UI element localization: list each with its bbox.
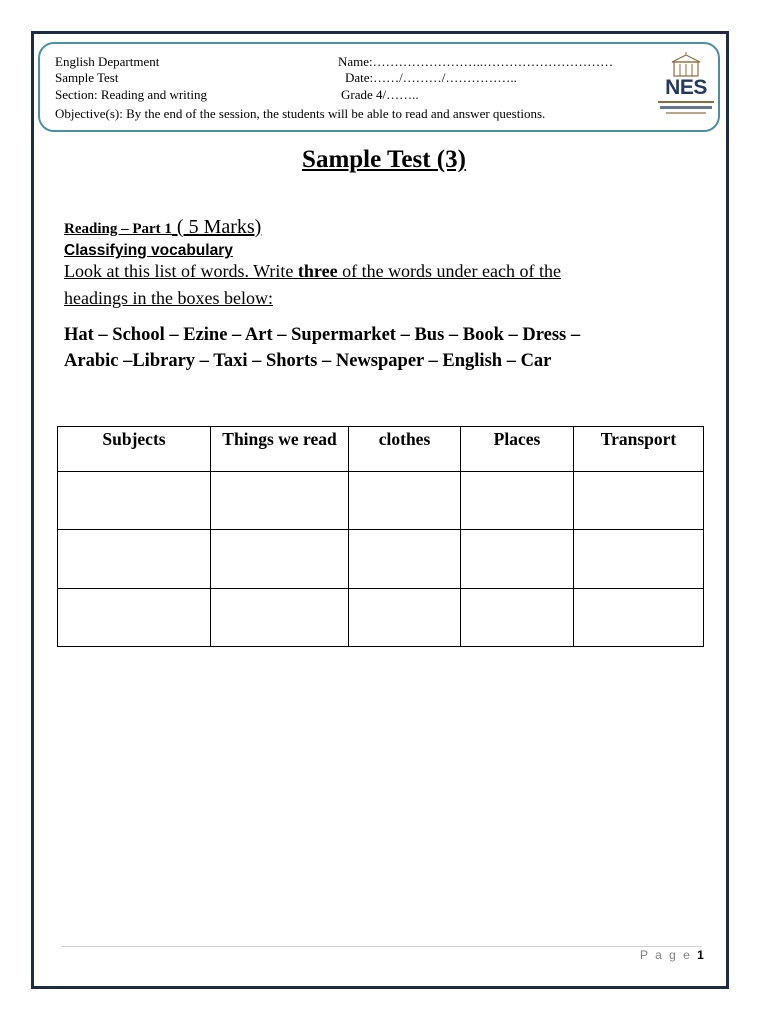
answer-cell[interactable]: [574, 530, 704, 588]
classification-table: [57, 426, 704, 647]
table-row: [58, 530, 704, 588]
section-label: Section: Reading and writing: [55, 87, 208, 102]
answer-cell[interactable]: [58, 530, 211, 588]
date-field[interactable]: Date:……/………/……………..: [345, 70, 517, 85]
page-number: [640, 948, 704, 962]
table-header-row: [58, 427, 704, 472]
part-label: Reading – Part 1: [64, 221, 172, 237]
department-label: English Department: [55, 54, 160, 69]
answer-cell[interactable]: [349, 472, 461, 530]
page-number-value: 1: [697, 948, 704, 962]
instruction-line-2: headings in the boxes below:: [64, 288, 273, 308]
answer-cell[interactable]: [574, 472, 704, 530]
instruction-post: of the words under each of the: [337, 261, 561, 281]
answer-cell[interactable]: [58, 588, 211, 646]
logo-rule: [666, 112, 706, 114]
header-clothes: clothes: [349, 427, 461, 472]
footer-divider: [62, 946, 702, 947]
instruction-bold: three: [297, 261, 338, 281]
word-list-line-1: Hat – School – Ezine – Art – Supermarket – Bus – Book – Dress –: [64, 325, 581, 345]
classifying-subheading: Classifying vocabulary: [64, 242, 233, 259]
answer-cell[interactable]: [211, 530, 349, 588]
answer-cell[interactable]: [574, 588, 704, 646]
table-row: [58, 588, 704, 646]
header-things-we-read: Things we read: [211, 427, 349, 472]
name-field[interactable]: Name:……………………..…………………………: [338, 54, 614, 69]
header-box: [38, 42, 720, 132]
page-label: P a g e: [640, 948, 692, 962]
grade-field[interactable]: Grade 4/……..: [341, 87, 419, 102]
answer-cell[interactable]: [461, 530, 574, 588]
logo-rule: [658, 101, 714, 103]
table-row: [58, 472, 704, 530]
logo-text: NES: [665, 76, 707, 99]
school-logo: [658, 52, 714, 122]
answer-cell[interactable]: [461, 588, 574, 646]
marks-label: ( 5 Marks): [171, 216, 262, 238]
test-label: Sample Test: [55, 70, 119, 85]
answer-cell[interactable]: [58, 472, 211, 530]
answer-cell[interactable]: [211, 588, 349, 646]
answer-cell[interactable]: [211, 472, 349, 530]
word-list-line-2: Arabic –Library – Taxi – Shorts – Newspaper – English – Car: [64, 351, 552, 371]
instruction-pre: Look at this list of words. Write: [64, 261, 298, 281]
objective-text: Objective(s): By the end of the session, the students will be able to read and answer questions.: [55, 106, 546, 121]
answer-cell[interactable]: [461, 472, 574, 530]
answer-cell[interactable]: [349, 530, 461, 588]
reading-part-heading: [64, 216, 261, 239]
page-title: Sample Test (3): [302, 146, 466, 173]
logo-rule: [660, 106, 712, 109]
header-subjects: Subjects: [58, 427, 211, 472]
building-icon: [658, 52, 714, 78]
instruction-line-1: [64, 261, 561, 282]
header-transport: Transport: [574, 427, 704, 472]
header-places: Places: [461, 427, 574, 472]
answer-cell[interactable]: [349, 588, 461, 646]
